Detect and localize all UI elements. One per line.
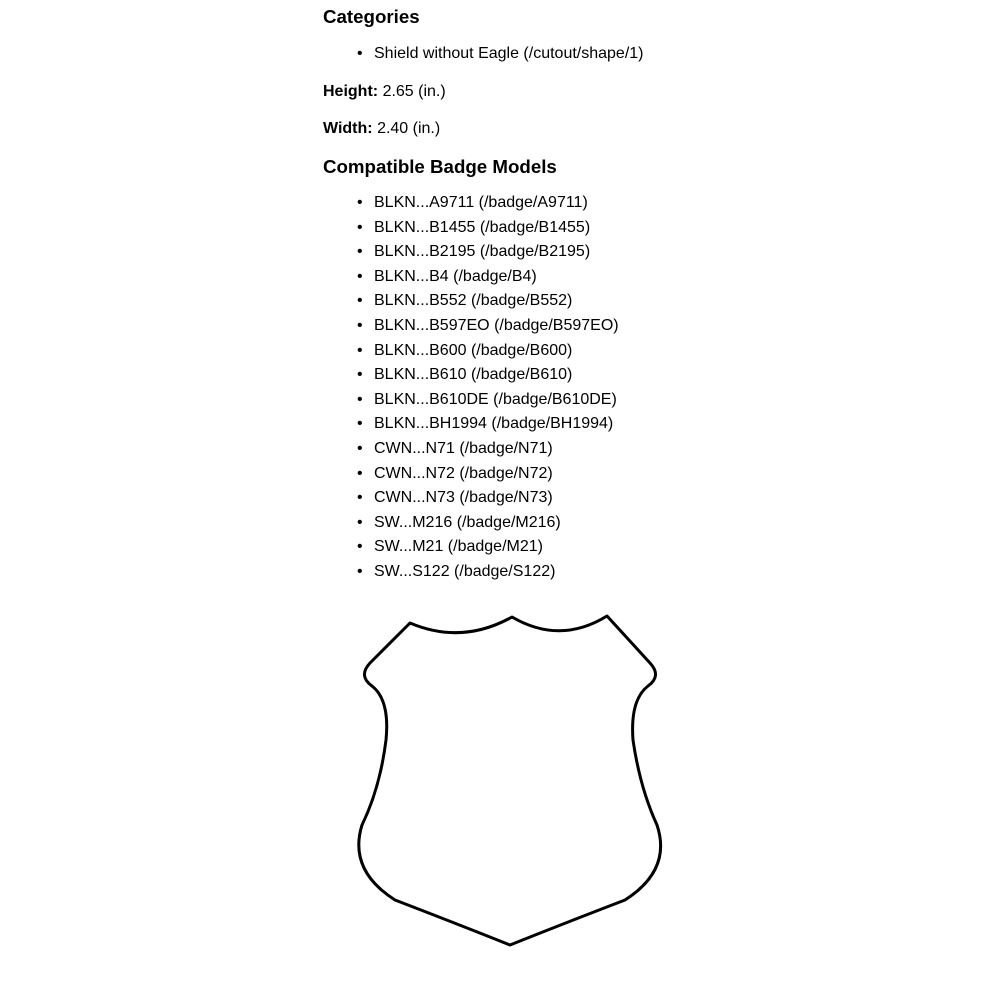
height-label: Height: xyxy=(323,83,379,100)
badge-model-item[interactable]: • CWN...N72 (/badge/N72) xyxy=(323,464,619,489)
badge-model-item[interactable]: • SW...M21 (/badge/M21) xyxy=(323,537,619,562)
badge-model-item[interactable]: • BLKN...B1455 (/badge/B1455) xyxy=(323,218,619,243)
height-spec xyxy=(323,82,446,102)
shield-outline-svg xyxy=(355,610,665,955)
compatible-models-heading: Compatible Badge Models xyxy=(323,156,557,177)
categories-heading: Categories xyxy=(323,6,420,27)
height-value: 2.65 (in.) xyxy=(382,83,446,100)
badge-model-item[interactable]: • SW...S122 (/badge/S122) xyxy=(323,562,619,587)
shield-outline-path xyxy=(359,616,661,945)
categories-list xyxy=(323,44,644,69)
badge-model-item[interactable]: • SW...M216 (/badge/M216) xyxy=(323,513,619,538)
badge-model-item[interactable]: • BLKN...BH1994 (/badge/BH1994) xyxy=(323,414,619,439)
width-spec xyxy=(323,119,440,139)
badge-model-item[interactable]: • BLKN...B610 (/badge/B610) xyxy=(323,365,619,390)
badge-model-item[interactable]: • BLKN...B600 (/badge/B600) xyxy=(323,341,619,366)
badge-model-item[interactable]: • BLKN...B552 (/badge/B552) xyxy=(323,291,619,316)
width-label: Width: xyxy=(323,120,373,137)
category-item[interactable]: • Shield without Eagle (/cutout/shape/1) xyxy=(323,44,644,69)
shield-outline-icon xyxy=(355,610,665,955)
badge-model-item[interactable]: • BLKN...B4 (/badge/B4) xyxy=(323,267,619,292)
compatible-models-list xyxy=(323,193,619,587)
badge-model-item[interactable]: • BLKN...A9711 (/badge/A9711) xyxy=(323,193,619,218)
width-value: 2.40 (in.) xyxy=(377,120,441,137)
badge-model-item[interactable]: • BLKN...B2195 (/badge/B2195) xyxy=(323,242,619,267)
badge-model-item[interactable]: • CWN...N73 (/badge/N73) xyxy=(323,488,619,513)
badge-model-item[interactable]: • CWN...N71 (/badge/N71) xyxy=(323,439,619,464)
badge-model-item[interactable]: • BLKN...B610DE (/badge/B610DE) xyxy=(323,390,619,415)
badge-model-item[interactable]: • BLKN...B597EO (/badge/B597EO) xyxy=(323,316,619,341)
